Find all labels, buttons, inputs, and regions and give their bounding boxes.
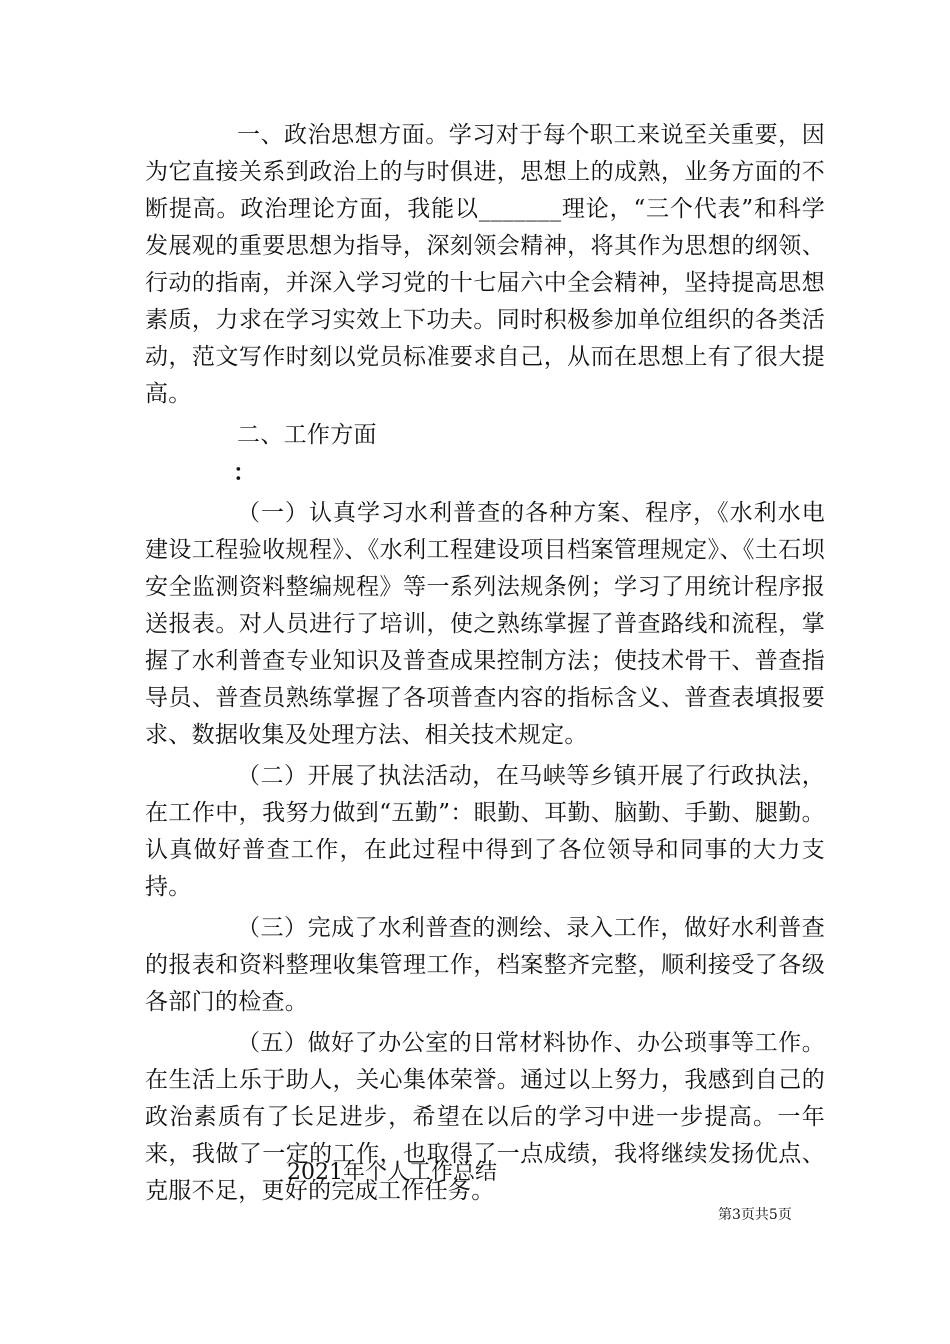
page-number-footer: 第3页共5页 (718, 1207, 792, 1223)
body-text (145, 117, 825, 1210)
paragraph-item-3: （三）完成了水利普查的测绘、录入工作，做好水利普查的报表和资料整理收集管理工作，档案整齐完整，顺利接受了各级各部门的检查。 (145, 915, 825, 1015)
paragraph-item-1: （一）认真学习水利普查的各种方案、程序，《水利水电建设工程验收规程》、《水利工程建设项目档案管理规定》、《土石坝安全监测资料整编规程》等一系列法规条例；学习了用统计程序报送报表。对人员进行了培训，使之熟练掌握了普查路线和流程，掌握了水利普查专业知识及普查成果控制方法；使技术骨干、普查指导员、普查员熟练掌握了各项普查内容的指标含义、普查表填报要求、数据收集及处理方法、相关技术规定。 (145, 500, 825, 748)
paragraph-item-2: （二）开展了执法活动，在马峡等乡镇开展了行政执法，在工作中，我努力做到“五勤”：眼勤、耳勤、脑勤、手勤、腿勤。认真做好普查工作，在此过程中得到了各位领导和同事的大力支持。 (145, 763, 825, 900)
next-document-title: 2021年个人工作总结 (287, 1160, 497, 1185)
heading-work-aspects: 二、工作方面 (237, 422, 377, 448)
paragraph-item-5: （五）做好了办公室的日常材料协作、办公琐事等工作。在生活上乐于助人，关心集体荣誉。通过以上努力，我感到自己的政治素质有了长足进步，希望在以后的学习中进一步提高。一年来，我做了一定的工作，也取得了一点成绩，我将继续发扬优点、克服不足，更好的完成工作任务。 (145, 1030, 825, 1204)
paragraph-political-thought: 一、政治思想方面。学习对于每个职工来说至关重要，因为它直接关系到政治上的与时俱进，思想上的成熟，业务方面的不断提高。政治理论方面，我能以_______理论，“三个代表”和科学发展观的重要思想为指导，深刻领会精神，将其作为思想的纲领、行动的指南，并深入学习党的十七届六中全会精神，坚持提高思想素质，力求在学习实效上下功夫。同时积极参加单位组织的各类活动，范文写作时刻以党员标准要求自己，从而在思想上有了很大提高。 (145, 122, 825, 407)
colon-mark: ： (233, 459, 257, 486)
